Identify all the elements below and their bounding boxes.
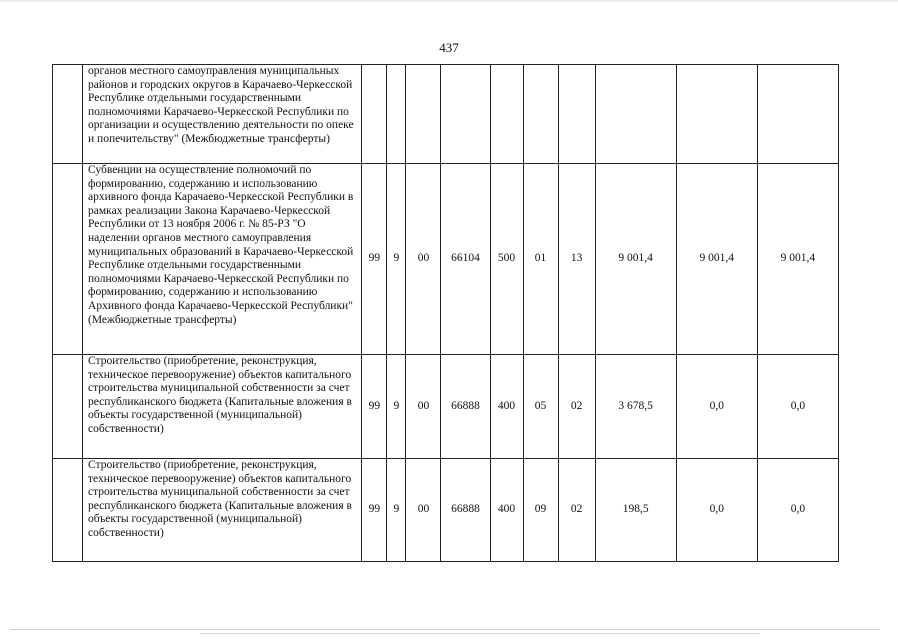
amount-cell <box>595 65 676 164</box>
code-cell: 99 <box>362 164 387 355</box>
amount-cell: 3 678,5 <box>595 355 676 459</box>
code-cell: 66888 <box>441 459 490 562</box>
row-number-cell <box>53 355 83 459</box>
row-number-cell <box>53 459 83 562</box>
code-cell: 02 <box>558 355 595 459</box>
amount-cell <box>757 65 838 164</box>
amount-cell: 9 001,4 <box>757 164 838 355</box>
code-cell: 00 <box>406 164 441 355</box>
code-cell: 500 <box>490 164 523 355</box>
table-row <box>53 65 839 164</box>
code-cell: 99 <box>362 355 387 459</box>
table-row <box>53 164 839 355</box>
row-number-cell <box>53 164 83 355</box>
scan-top-edge <box>0 0 898 3</box>
amount-cell: 9 001,4 <box>676 164 757 355</box>
code-cell: 66104 <box>441 164 490 355</box>
row-description: Строительство (приобретение, реконструкция, техническое перевооружение) объектов капитального строительства муниципальной собственности за счет республиканского бюджета (Капитальные вложения в объекты государственной (муниципальной) собственности) <box>83 459 362 562</box>
code-cell: 05 <box>523 355 558 459</box>
code-cell: 9 <box>387 355 406 459</box>
code-cell: 00 <box>406 355 441 459</box>
scan-bottom-edge <box>10 629 880 630</box>
code-cell: 01 <box>523 164 558 355</box>
code-cell: 400 <box>490 355 523 459</box>
row-number-cell <box>53 65 83 164</box>
amount-cell: 0,0 <box>757 459 838 562</box>
code-cell: 66888 <box>441 355 490 459</box>
code-cell: 9 <box>387 459 406 562</box>
code-cell: 400 <box>490 459 523 562</box>
code-cell <box>387 65 406 164</box>
table-row <box>53 355 839 459</box>
code-cell: 00 <box>406 459 441 562</box>
code-cell <box>558 65 595 164</box>
table-row <box>53 459 839 562</box>
code-cell: 9 <box>387 164 406 355</box>
code-cell <box>490 65 523 164</box>
code-cell: 13 <box>558 164 595 355</box>
budget-table <box>52 64 839 562</box>
amount-cell: 0,0 <box>757 355 838 459</box>
page-number: 437 <box>439 40 459 55</box>
code-cell <box>441 65 490 164</box>
code-cell <box>523 65 558 164</box>
amount-cell: 0,0 <box>676 355 757 459</box>
amount-cell: 9 001,4 <box>595 164 676 355</box>
row-description: органов местного самоуправления муниципальных районов и городских округов в Карачаево-Черкесской Республике отдельными государственными полномочиями Карачаево-Черкесской Республики по организации и осуществлению деятельности по опеке и попечительству" (Межбюджетные трансферты) <box>83 65 362 164</box>
code-cell: 09 <box>523 459 558 562</box>
amount-cell: 198,5 <box>595 459 676 562</box>
row-description: Строительство (приобретение, реконструкция, техническое перевооружение) объектов капитального строительства муниципальной собственности за счет республиканского бюджета (Капитальные вложения в объекты государственной (муниципальной) собственности) <box>83 355 362 459</box>
code-cell: 02 <box>558 459 595 562</box>
code-cell <box>362 65 387 164</box>
amount-cell: 0,0 <box>676 459 757 562</box>
code-cell <box>406 65 441 164</box>
row-description: Субвенции на осуществление полномочий по формированию, содержанию и использованию архивного фонда Карачаево-Черкесской Республики в рамках реализации Закона Карачаево-Черкесской Республики от 13 ноября 2006 г. № 85-РЗ "О наделении органов местного самоуправления муниципальных образований в Карачаево-Черкесской Республике отдельными государственными полномочиями Карачаево-Черкесской Республики по формированию, содержанию и использованию Архивного фонда Карачаево-Черкесской Республики" (Межбюджетные трансферты) <box>83 164 362 355</box>
code-cell: 99 <box>362 459 387 562</box>
amount-cell <box>676 65 757 164</box>
scan-bottom-edge-shadow <box>200 633 760 634</box>
